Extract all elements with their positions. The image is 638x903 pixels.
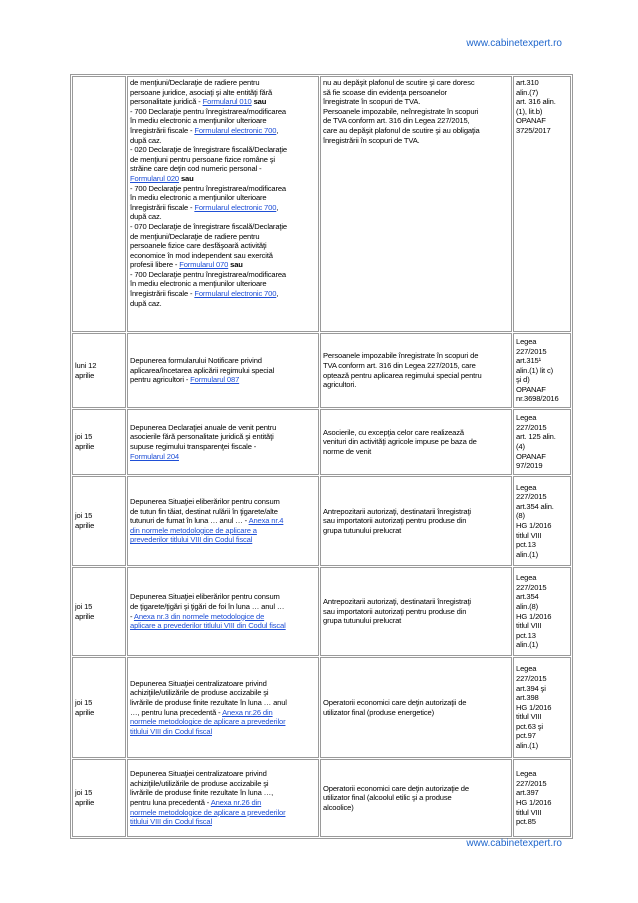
text-line: titlul VIII (516, 530, 542, 540)
text-line: OPANAF (516, 384, 546, 394)
text-line: Depunerea Declaraţiei anuale de venit pentru (130, 422, 277, 432)
text-line: Depunerea Situaţiei centralizatoare privind (130, 769, 267, 779)
text-line: Antrepozitarii autorizaţi, destinatarii înregistraţi (323, 597, 471, 607)
legal-basis-cell (513, 759, 571, 837)
form-700-link[interactable]: Formularul electronic 700 (194, 289, 277, 299)
text-line: HG 1/2016 (516, 798, 552, 807)
text-line: utilizator final (produse energetice) (323, 707, 434, 717)
text-line: Persoanele impozabile, neînregistrate în scopuri (323, 106, 479, 116)
form-700-link[interactable]: Formularul electronic 700 (194, 202, 277, 212)
text-line: economice în mod independent sau exercită (130, 250, 273, 260)
text-line: luni 12 (75, 360, 97, 370)
form-070-link[interactable]: Formularul 070 (179, 260, 229, 270)
table-row (72, 476, 571, 566)
header-site-link[interactable]: www.cabinetexpert.ro (466, 38, 562, 49)
text-line: pct.85 (516, 817, 536, 827)
text-line: aprilie (75, 521, 95, 530)
form-010-link[interactable]: Formularul 010 (202, 97, 252, 107)
text-line: Operatorii economici care deţin autorizaţie de (323, 783, 469, 793)
form-087-link[interactable]: Formularul 087 (190, 375, 240, 385)
text-line: înregistrării fiscale - Formularul electronic 700, (130, 202, 279, 212)
obligation-cell (127, 333, 319, 408)
text-line: pentru luna precedentă - Anexa nr.26 din (130, 798, 262, 807)
taxpayers-cell (320, 476, 512, 566)
obligation-cell (127, 476, 319, 566)
text-line: de menţiuni pentru persoane fizice române şi (130, 154, 275, 164)
legal-basis-cell (513, 409, 571, 475)
text-line: tutunuri de fumat în luna … anul … - Anexa nr.4 (130, 516, 284, 526)
text-line: (4) (516, 442, 525, 451)
text-line: livrările de produse finite rezultate în luna …, (130, 788, 274, 798)
text-line: aplicarea/încetarea aplicării regimului special (130, 365, 275, 375)
legal-basis-cell (513, 76, 571, 332)
text-line: aprilie (75, 798, 95, 807)
text-line: 227/2015 (516, 673, 547, 683)
text-line: art. 125 alin. (516, 432, 556, 442)
text-line: alin.(8) (516, 601, 539, 611)
text-line: titlul VIII (516, 807, 542, 817)
obligation-cell (127, 759, 319, 837)
form-700-link[interactable]: Formularul electronic 700 (194, 125, 277, 135)
text-line: Persoanele impozabile înregistrate în scopuri de (323, 351, 479, 361)
annex-26-link[interactable]: Anexa nr.26 din (222, 707, 273, 717)
text-line (130, 452, 316, 462)
text-line: grupa tutunului prelucrat (323, 616, 402, 626)
legal-basis-cell (513, 567, 571, 656)
table-row (72, 567, 571, 656)
obligation-cell (127, 657, 319, 758)
text-line: achiziţiile/utilizările de produse accizabile şi (130, 778, 269, 788)
text-line: (8) (516, 511, 525, 521)
taxpayers-cell (320, 409, 512, 475)
text-line: Asocierile, cu excepţia celor care realizează (323, 427, 464, 437)
text-line: aprilie (75, 370, 95, 380)
table-row (72, 409, 571, 475)
text-line (130, 535, 316, 545)
text-line: agricultori. (323, 380, 357, 390)
taxpayers-cell (320, 76, 512, 332)
text-line: după caz. (130, 298, 162, 308)
text-line: înregistrării fiscale - Formularul electronic 700, (130, 125, 279, 135)
text-line: joi 15 (75, 432, 93, 442)
text-line: alin.(1) (516, 640, 539, 650)
text-line: după caz. (130, 135, 162, 145)
text-line: pct.63 şi (516, 721, 543, 731)
date-cell (72, 76, 126, 332)
text-line: nu au depăşit plafonul de scutire şi care doresc (323, 78, 475, 87)
text-line: asocierile fără personalitate juridică şi entităţi (130, 432, 274, 442)
text-line: aprilie (75, 442, 95, 451)
annex-26-link[interactable]: titlului VIII din Codul fiscal (130, 726, 213, 736)
annex-3-link[interactable]: Anexa nr.3 din normele metodologice de (133, 611, 265, 621)
text-line: persoanele fizice care desfăşoară activităţi (130, 241, 267, 251)
fiscal-calendar-table (70, 74, 573, 839)
text-line: - Anexa nr.3 din normele metodologice de (130, 611, 265, 621)
text-line: înregistrării fiscale - Formularul electronic 700, (130, 289, 279, 299)
text-line: alin.(7) (516, 87, 539, 97)
text-line: art.354 (516, 592, 539, 602)
form-204-link[interactable]: Formularul 204 (130, 451, 179, 461)
text-line: norme de venit (323, 446, 372, 456)
text-line: TVA conform art. 316 din Legea 227/2015, care (323, 360, 476, 370)
text-line: joi 15 (75, 601, 93, 611)
text-line: nr.3698/2016 (516, 394, 559, 404)
text-line: Antrepozitarii autorizaţi, destinatarii înregistraţi (323, 506, 471, 516)
table-row (72, 333, 571, 408)
text-line: Legea (516, 573, 537, 583)
text-line: Legea (516, 769, 537, 779)
text-line: Formularul 020 sau (130, 173, 194, 183)
text-line: joi 15 (75, 788, 93, 798)
text-line: în mediu electronic a menţiunilor ulterioare (130, 193, 267, 203)
text-line: alin.(1) (516, 741, 539, 751)
text-line: HG 1/2016 (516, 521, 552, 530)
annex-26-link[interactable]: Anexa nr.26 din (210, 798, 262, 807)
text-line: înregistrate în scopuri de TVA. (323, 97, 421, 107)
text-line: achiziţiile/utilizările de produse accizabile şi (130, 688, 269, 698)
text-line: utilizator final (alcoolul etilic şi a produse (323, 793, 452, 803)
text-line: care au depăşit plafonul de scutire şi au obligaţia (323, 125, 480, 135)
text-line: Depunerea Situaţiei eliberărilor pentru consum (130, 497, 280, 507)
obligation-cell (127, 567, 319, 656)
legal-basis-cell (513, 657, 571, 758)
text-line: de menţiuni/Declaraţie de radiere pentru (130, 231, 260, 241)
annex-26-link[interactable]: normele metodologice de aplicare a prevederilor (130, 717, 286, 727)
text-line: - 700 Declaraţie pentru înregistrarea/modificarea (130, 106, 286, 116)
text-line: OPANAF (516, 116, 546, 126)
text-line: Depunerea Situaţiei centralizatoare privind (130, 678, 267, 688)
annex-26-link[interactable]: titlului VIII din Codul fiscal (130, 817, 213, 827)
taxpayers-cell (320, 657, 512, 758)
text-line: (1), lit.b) (516, 106, 543, 116)
text-line: profesii libere - Formularul 070 sau (130, 260, 243, 270)
text-line (130, 526, 316, 536)
legal-basis-cell (513, 476, 571, 566)
text-line: 97/2019 (516, 461, 543, 471)
text-line: Depunerea formularului Notificare privind (130, 356, 262, 366)
text-line: pentru agricultori - Formularul 087 (130, 375, 240, 385)
text-line: art.394 şi (516, 683, 546, 693)
text-line: HG 1/2016 (516, 611, 552, 621)
date-cell (72, 476, 126, 566)
text-line: titlul VIII (516, 621, 542, 631)
text-line: 227/2015 (516, 422, 547, 432)
text-line: venituri din activităţi agricole impuse pe baza de (323, 437, 477, 447)
text-line: 227/2015 (516, 582, 547, 592)
text-line: alcoolice) (323, 802, 354, 812)
text-line: OPANAF (516, 451, 546, 461)
text-line: joi 15 (75, 511, 93, 521)
taxpayers-cell (320, 567, 512, 656)
taxpayers-cell (320, 333, 512, 408)
text-line: sau importatorii autorizaţi pentru produse din (323, 516, 467, 526)
text-line (130, 808, 316, 818)
text-line: - 700 Declaraţie pentru înregistrarea/modificarea (130, 183, 286, 193)
table-row (72, 76, 571, 332)
text-line: de menţiuni/Declaraţie de radiere pentru (130, 78, 260, 87)
text-line: de TVA conform art. 316 din Legea 227/2015, (323, 116, 470, 126)
text-line: - 070 Declaraţie de înregistrare fiscală/Declaraţie (130, 221, 287, 231)
date-cell (72, 657, 126, 758)
text-line: …, pentru luna precedentă - Anexa nr.26 din (130, 707, 273, 717)
text-line: persoane juridice, asociaţi şi alte entităţi fără (130, 87, 273, 97)
text-line: pct.13 (516, 630, 536, 640)
text-line: supuse regimului transparenţei fiscale - (130, 442, 257, 451)
text-line: să fie scoase din evidenţa persoanelor (323, 87, 447, 97)
text-line (130, 717, 316, 727)
form-020-link[interactable]: Formularul 020 (130, 173, 179, 183)
text-line: art.397 (516, 788, 539, 798)
text-line: Legea (516, 413, 537, 423)
footer-site-link[interactable]: www.cabinetexpert.ro (466, 838, 562, 849)
text-line: alin.(1) (516, 549, 539, 559)
text-line: în mediu electronic a menţiunilor ulterioare (130, 279, 267, 289)
text-line: aprilie (75, 707, 95, 717)
text-line: 227/2015 (516, 492, 547, 502)
text-line: Operatorii economici care deţin autorizaţii de (323, 697, 467, 707)
text-line: Legea (516, 336, 537, 346)
text-line (130, 817, 316, 827)
text-line: HG 1/2016 (516, 702, 552, 712)
table-row (72, 657, 571, 758)
taxpayers-cell (320, 759, 512, 837)
date-cell (72, 759, 126, 837)
text-line: art. 316 alin. (516, 97, 556, 107)
date-cell (72, 567, 126, 656)
text-line: grupa tutunului prelucrat (323, 525, 402, 535)
text-line: - 020 Declaraţie de înregistrare fiscală/Declaraţie (130, 145, 287, 155)
text-line: sau importatorii autorizaţi pentru produse din (323, 606, 467, 616)
text-line: livrările de produse finite rezultate în luna … anul (130, 697, 287, 707)
annex-4-link[interactable]: Anexa nr.4 (248, 516, 284, 526)
text-line (130, 727, 316, 737)
text-line: de ţigarete/ţigări şi ţigări de foi în luna … anul … (130, 601, 285, 611)
text-line: înregistrării în scopuri de TVA. (323, 135, 420, 145)
obligation-cell (127, 76, 319, 332)
text-line: optează pentru aplicarea regimului special pentru (323, 370, 482, 380)
obligation-cell (127, 409, 319, 475)
text-line: art.315¹ (516, 356, 541, 366)
annex-3-link[interactable]: aplicare a prevederilor titlului VIII din Codul fiscal (130, 621, 286, 631)
text-line: aprilie (75, 611, 95, 621)
text-line: pct.13 (516, 540, 536, 550)
legal-basis-cell (513, 333, 571, 408)
text-line: art.310 (516, 78, 539, 87)
text-line: de tutun fin tăiat, destinat rulării în ţigarete/alte (130, 506, 278, 516)
text-line: alin.(1) lit c) (516, 365, 553, 375)
text-line: titlul VIII (516, 712, 542, 722)
text-line: Legea (516, 482, 537, 492)
text-line: pct.97 (516, 731, 536, 741)
date-cell (72, 333, 126, 408)
text-line: art.398 (516, 693, 539, 703)
table-row (72, 759, 571, 837)
text-line: joi 15 (75, 697, 93, 707)
text-line: în mediu electronic a menţiunilor ulterioare (130, 116, 267, 126)
annex-26-link[interactable]: normele metodologice de aplicare a prevederilor (130, 807, 286, 817)
annex-4-link[interactable]: prevederilor titlului VIII din Codul fiscal (130, 535, 253, 545)
text-line (130, 621, 316, 631)
date-cell (72, 409, 126, 475)
text-line: străine care deţin cod numeric personal - (130, 164, 262, 174)
text-line: 227/2015 (516, 778, 547, 788)
text-line: 3725/2017 (516, 125, 551, 135)
text-line: Depunerea Situaţiei eliberărilor pentru consum (130, 592, 280, 602)
text-line: 227/2015 (516, 346, 547, 356)
text-line: după caz. (130, 212, 162, 222)
annex-4-link[interactable]: din normele metodologice de aplicare a (130, 525, 257, 535)
text-line: - 700 Declaraţie pentru înregistrarea/modificarea (130, 269, 286, 279)
text-line: Legea (516, 664, 537, 674)
text-line: şi d) (516, 375, 530, 385)
text-line: art.354 alin. (516, 501, 554, 511)
text-line: personalitate juridică - Formularul 010 sau (130, 97, 267, 107)
